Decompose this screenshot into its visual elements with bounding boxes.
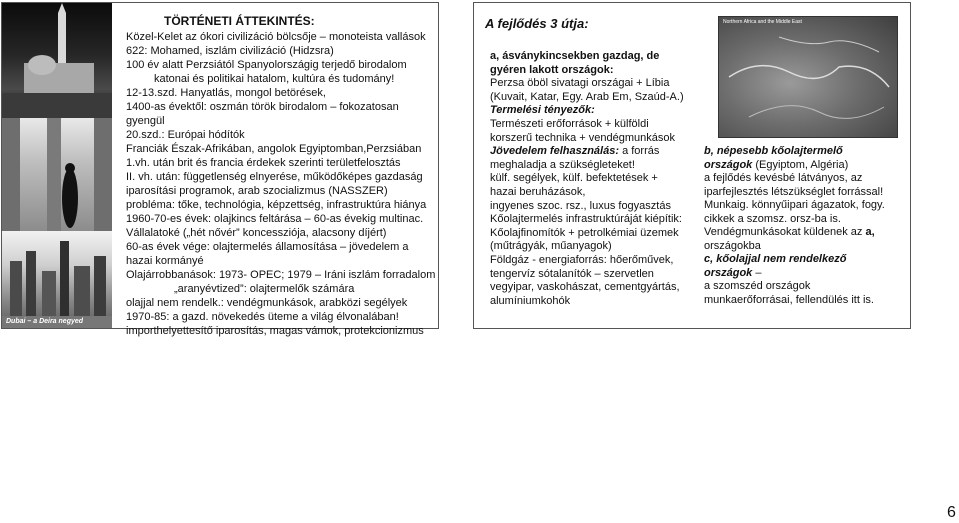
photo-caption: Dubai – a Deira negyed (6, 318, 84, 325)
path-b-c-line: munkaerőforrásai, fellendülés itt is. (704, 293, 874, 306)
path-b-c-line: Vendégmunkásokat küldenek az a, (704, 226, 875, 238)
history-line: 60-as évek vége: olajtermelés államosítása – jövedelem a (126, 241, 409, 253)
skyline-silhouette (2, 231, 112, 328)
path-b-c-line: c, kőolajjal nem rendelkező (704, 253, 847, 265)
history-line: 1970-85: a gazd. növekedés üteme a világ élvonalában! (126, 311, 399, 323)
history-line: olajjal nem rendelk.: vendégmunkások, arabközi segélyek (126, 297, 408, 309)
path-a-line: Kőolajfinomítók + petrolkémiai üzemek (490, 226, 679, 239)
history-line: II. vh. után: függetlenség elnyerése, működőképes gazdaság (126, 171, 423, 183)
path-a-line: Földgáz - energiaforrás: hőerőművek, (490, 254, 674, 266)
path-a-line: Jövedelem felhasználás: a forrás (490, 145, 660, 158)
path-a-line: Perzsa öböl sivatagi országai + Líbia (490, 77, 670, 90)
path-b-c-line: országok (Egyiptom, Algéria) (704, 158, 849, 171)
path-b-c-line: a szomszéd országok (704, 280, 811, 292)
history-line: importhelyettesítő iparosítás, magas vámok, protekcionizmus (126, 325, 424, 337)
path-a-line: külf. segélyek, külf. befektetések + (490, 172, 658, 185)
slide-development-paths (473, 2, 911, 329)
path-a-line: alumíniumkohók (490, 294, 571, 307)
path-a-line: Termelési tényezők: (490, 104, 595, 117)
veiled-woman-photo (2, 118, 112, 231)
history-line: „aranyévtized”: olajtermelők számára (174, 283, 355, 295)
history-line: hazai kormányé (126, 255, 204, 267)
path-a-line: vegyipar, vaskohászat, cementgyártás, (490, 281, 680, 294)
history-line: Közel-Kelet az ókori civilizáció bölcsője – monoteista vallások (126, 31, 426, 43)
path-b-c-line: Munkaig. könnyűipari ágazatok, fogy. (704, 199, 885, 211)
mosque-silhouette (2, 3, 112, 118)
path-b-c-line: országokba (704, 239, 761, 252)
path-a-line: gyéren lakott országok: (490, 63, 614, 76)
path-b-c-line: b, népesebb kőolajtermelő (704, 145, 843, 157)
history-line: 20.szd.: Európai hódítók (126, 129, 245, 141)
path-b-c-line: iparfejlesztés létszükséglet forrással! (704, 185, 884, 198)
path-a-line: (Kuvait, Katar, Egy. Arab Em, Szaúd-A.) (490, 90, 684, 103)
mosque-photo (2, 3, 112, 118)
path-b-c-line: cikkek a szomsz. orsz-ba is. (704, 212, 841, 225)
path-a-line: tengervíz sótalanítók – szervetlen (490, 267, 654, 280)
history-line: 100 év alatt Perzsiától Spanyolországig terjedő birodalom (126, 59, 407, 71)
history-line: 1400-as évektől: oszmán török birodalom – fokozatosan (126, 101, 399, 113)
history-line: Franciák Észak-Afrikában, angolok Egyiptomban,Perzsiában (126, 143, 422, 155)
slide1-title: TÖRTÉNETI ÁTTEKINTÉS: (164, 14, 315, 28)
map-outline (719, 17, 897, 137)
history-line: probléma: tőke, technológia, képzettség, infrastruktúra hiánya (126, 199, 427, 211)
middle-east-map (718, 16, 898, 138)
history-line: 622: Mohamed, iszlám civilizáció (Hidzsra) (126, 45, 334, 57)
path-a-line: (műtrágyák, műanyagok) (490, 240, 612, 253)
path-a-line: meghaladja a szükségleteket! (490, 158, 635, 171)
path-a-line: Természeti erőforrások + külföldi (490, 118, 649, 130)
history-line: 1960-70-es évek: olajkincs feltárása – 60-as évekig multinac. (126, 213, 424, 225)
map-caption: Northern Africa and the Middle East (723, 19, 802, 25)
history-line: 12-13.szd. Hanyatlás, mongol betörések, (126, 87, 326, 99)
path-a-line: a, ásványkincsekben gazdag, de (490, 50, 660, 62)
path-a-line: ingyenes szoc. rsz., luxus fogyasztás (490, 199, 671, 212)
path-b-c-line: a fejlődés kevésbé látványos, az (704, 172, 863, 184)
history-line: iparosítási programok, arab szocializmus (NASSZER) (126, 185, 388, 197)
history-line: Olajárrobbanások: 1973- OPEC; 1979 – Iráni iszlám forradalom (126, 269, 436, 281)
path-a-line: Kőolajtermelés infrastruktúráját kiépítik: (490, 213, 682, 226)
path-a-line: hazai beruházások, (490, 186, 586, 198)
history-line: 1.vh. után brit és francia érdekek szerinti területfelosztás (126, 157, 401, 169)
page-number: 6 (947, 504, 956, 521)
history-line: katonai és politikai hatalom, kultúra és tudomány! (154, 73, 395, 85)
path-b-c-line: országok – (704, 266, 762, 279)
slide2-title: A fejlődés 3 útja: (485, 16, 589, 31)
history-line: gyengül (126, 115, 165, 127)
dubai-photo (2, 231, 112, 328)
slide-history (1, 2, 439, 337)
history-line: Vállalatoké („hét nővér” koncessziója, alacsony díjért) (126, 227, 387, 239)
path-a-line: korszerű technika + vendégmunkások (490, 131, 675, 144)
arches-silhouette (2, 118, 112, 231)
